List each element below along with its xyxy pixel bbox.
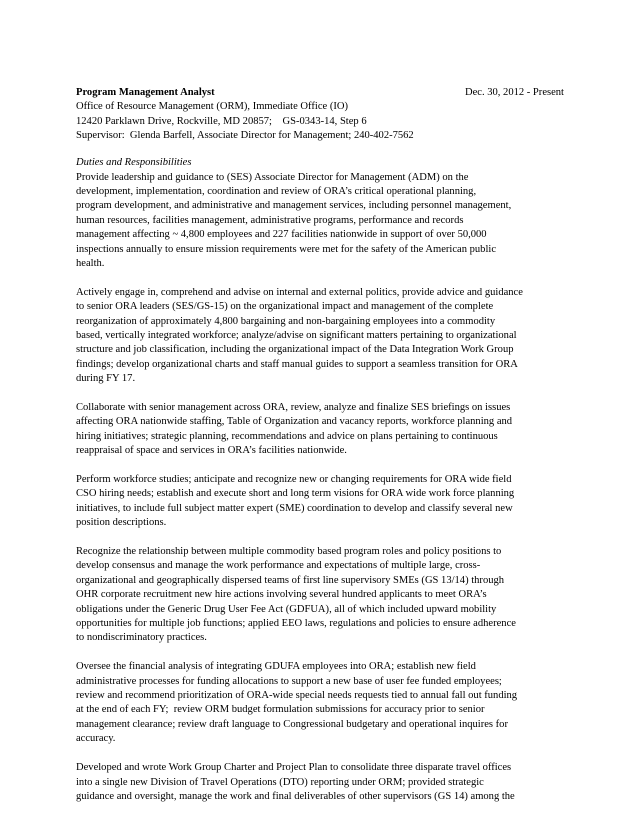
- paragraph-line: develop consensus and manage the work performance and expectations of multiple large, cross-: [76, 560, 481, 572]
- duties-heading: Duties and Responsibilities: [76, 157, 192, 169]
- job-title: Program Management Analyst: [76, 87, 215, 98]
- paragraph-line: inspections annually to ensure mission requirements were met for the safety of the American public: [76, 243, 496, 255]
- paragraph-line: Recognize the relationship between multiple commodity based program roles and policy positions to: [76, 546, 502, 558]
- duty-paragraph: [76, 473, 564, 531]
- resume-page: [76, 86, 564, 819]
- duties-paragraphs: [76, 171, 564, 805]
- paragraph-line: Actively engage in, comprehend and advise on internal and external politics, provide advice and guidance: [76, 286, 523, 298]
- job-header: [76, 86, 564, 100]
- paragraph-line: position descriptions.: [76, 517, 167, 529]
- paragraph-line: development, implementation, coordination and review of ORA’s critical operational planning,: [76, 185, 477, 197]
- paragraph-line: management affecting ~ 4,800 employees and 227 facilities nationwide in support of over 50,000: [76, 229, 487, 241]
- paragraph-line: organizational and geographically dispersed teams of first line supervisory SMEs (GS 13/14) through: [76, 574, 505, 586]
- paragraph-line: OHR corporate recruitment new hire actions involving several hundred applicants to meet ORA’s: [76, 589, 487, 601]
- office-line: Office of Resource Management (ORM), Immediate Office (IO): [76, 101, 348, 113]
- paragraph-line: program development, and administrative and management services, including personnel management,: [76, 200, 512, 212]
- paragraph-line: guidance and oversight, manage the work and final deliverables of other supervisors (GS 14) among the: [76, 790, 515, 802]
- paragraph-line: administrative processes for funding allocations to support a new base of user fee funded employees;: [76, 675, 502, 687]
- paragraph-line: reorganization of approximately 4,800 bargaining and non-bargaining employees into a commodity: [76, 315, 496, 327]
- supervisor-line: Supervisor: Glenda Barfell, Associate Director for Management; 240-402-7562: [76, 130, 414, 142]
- paragraph-line: findings; develop organizational charts and staff manual guides to support a seamless transition for ORA: [76, 358, 518, 370]
- paragraph-line: CSO hiring needs; establish and execute short and long term visions for ORA wide work force planning: [76, 488, 515, 500]
- paragraph-line: to nondiscriminatory practices.: [76, 632, 207, 644]
- paragraph-line: review and recommend prioritization of ORA-wide special needs requests tied to annual fall out funding: [76, 690, 518, 702]
- duty-paragraph: [76, 761, 564, 804]
- paragraph-line: based, vertically integrated workforce; analyze/advise on significant matters pertaining to organizational: [76, 329, 517, 341]
- paragraph-line: accuracy.: [76, 733, 116, 745]
- paragraph-line: hiring initiatives; strategic planning, recommendations and advice on plans pertaining to continuous: [76, 430, 498, 442]
- paragraph-line: into a single new Division of Travel Operations (DTO) reporting under ORM; provided strategic: [76, 776, 484, 788]
- address-line: 12420 Parklawn Drive, Rockville, MD 20857; GS-0343-14, Step 6: [76, 115, 367, 127]
- duty-paragraph: [76, 545, 564, 646]
- paragraph-line: Provide leadership and guidance to (SES) Associate Director for Management (ADM) on the: [76, 171, 469, 183]
- job-dates: Dec. 30, 2012 - Present: [464, 87, 564, 98]
- paragraph-line: Collaborate with senior management across ORA, review, analyze and finalize SES briefings on issues: [76, 402, 511, 413]
- paragraph-line: management clearance; review draft language to Congressional budgetary and operational inquires for: [76, 718, 508, 730]
- paragraph-line: initiatives, to include full subject matter expert (SME) coordination to develop and classify several new: [76, 502, 513, 514]
- paragraph-line: Perform workforce studies; anticipate and recognize new or changing requirements for ORA wide field: [76, 474, 512, 486]
- paragraph-line: at the end of each FY; review ORM budget formulation submissions for accuracy prior to senior: [76, 704, 485, 716]
- paragraph-line: to senior ORA leaders (SES/GS-15) on the organizational impact and management of the complete: [76, 301, 494, 313]
- paragraph-line: during FY 17.: [76, 373, 136, 385]
- paragraph-line: Developed and wrote Work Group Charter and Project Plan to consolidate three disparate travel offices: [76, 762, 512, 774]
- paragraph-line: affecting ORA nationwide staffing, Table of Organization and vacancy reports, workforce planning and: [76, 416, 513, 428]
- duty-paragraph: [76, 171, 564, 272]
- duty-paragraph: [76, 660, 564, 746]
- paragraph-line: Oversee the financial analysis of integrating GDUFA employees into ORA; establish new field: [76, 661, 476, 673]
- duty-paragraph: [76, 286, 564, 387]
- duty-paragraph: [76, 401, 564, 459]
- paragraph-line: reappraisal of space and services in ORA’s facilities nationwide.: [76, 445, 347, 457]
- paragraph-line: structure and job classification, including the organizational impact of the Data Integration Work Group: [76, 344, 514, 356]
- paragraph-line: opportunities for multiple job functions; applied EEO laws, regulations and policies to ensure adherence: [76, 618, 516, 630]
- paragraph-line: human resources, facilities management, administrative programs, performance and records: [76, 214, 464, 226]
- paragraph-line: obligations under the Generic Drug User Fee Act (GDFUA), all of which included upward mobility: [76, 603, 497, 615]
- paragraph-line: health.: [76, 257, 105, 269]
